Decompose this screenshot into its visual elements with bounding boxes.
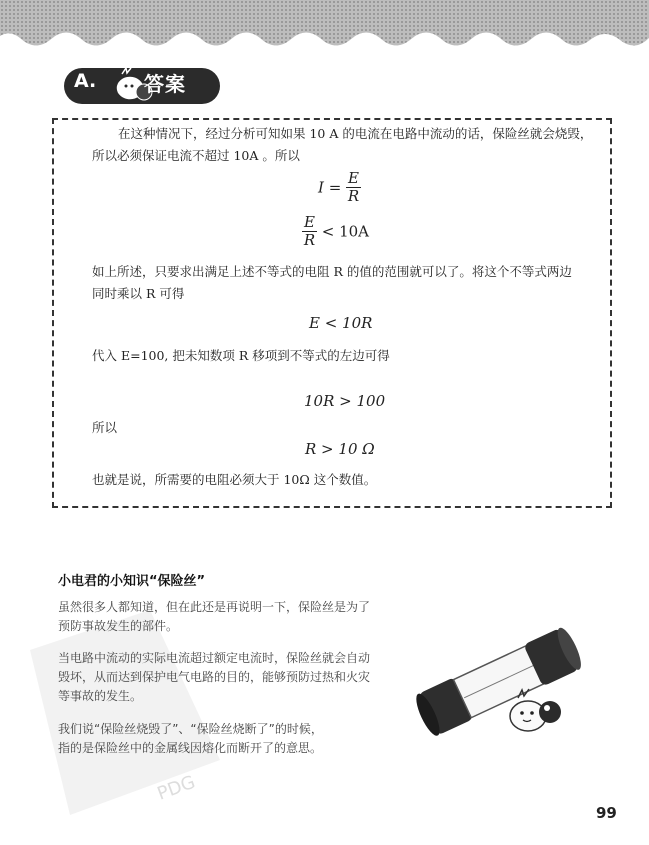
answer-para2-line2: 同时乘以 R 可得 [92, 286, 185, 301]
answer-conclusion: 也就是说，所需要的电阻必须大于 10Ω 这个数值。 [92, 472, 377, 487]
page-number: 99 [596, 804, 617, 822]
equation-inequality-1-rhs: < 10A [321, 222, 369, 241]
equation-ohms-law-denominator: R [347, 187, 360, 205]
answer-para4: 所以 [92, 420, 118, 435]
knowledge-para3-line2: 指的是保险丝中的金属线因熔化而断开了的意思。 [58, 741, 323, 755]
equation-inequality-1 [302, 214, 369, 249]
watermark-text: PDG [154, 771, 199, 805]
equation-inequality-2: E < 10R [309, 314, 373, 332]
equation-ohms-law-lhs: I = [318, 178, 342, 197]
knowledge-para1-line2: 预防事故发生的部件。 [58, 619, 179, 633]
equation-ohms-law [318, 170, 361, 205]
equation-ohms-law-numerator: E [348, 169, 359, 187]
answer-para1-line2: 所以必须保证电流不超过 10A 。所以 [92, 148, 300, 163]
knowledge-title: 小电君的小知识“保险丝” [58, 574, 206, 589]
equation-inequality-3: 10R > 100 [304, 392, 386, 410]
knowledge-para2-line3: 等事故的发生。 [58, 689, 143, 703]
answer-para2-line1: 如上所述，只要求出满足上述不等式的电阻 R 的值的范围就可以了。将这个不等式两边 [92, 264, 572, 279]
fuse-illustration [400, 600, 600, 780]
answer-badge-letter: A. [74, 70, 97, 92]
knowledge-para2-line1: 当电路中流动的实际电流超过额定电流时，保险丝就会自动 [58, 651, 371, 665]
knowledge-para2-line2: 毁坏，从而达到保护电气电路的目的，能够预防过热和火灾 [58, 670, 371, 684]
answer-para1-line1: 在这种情况下，经过分析可知如果 10 A 的电流在电路中流动的话，保险丝就会烧毁， [118, 126, 593, 141]
equation-inequality-1-denominator: R [303, 231, 316, 249]
answer-badge-label: 答案 [144, 72, 186, 96]
knowledge-para1-line1: 虽然很多人都知道，但在此还是再说明一下，保险丝是为了 [58, 600, 371, 614]
answer-para3: 代入 E=100, 把未知数项 R 移项到不等式的左边可得 [92, 348, 390, 363]
knowledge-para3-line1: 我们说“保险丝烧毁了”、“保险丝烧断了”的时候， [58, 722, 323, 736]
equation-inequality-1-numerator: E [304, 213, 315, 231]
top-decorative-band [0, 0, 649, 60]
equation-result: R > 10 Ω [305, 440, 375, 458]
